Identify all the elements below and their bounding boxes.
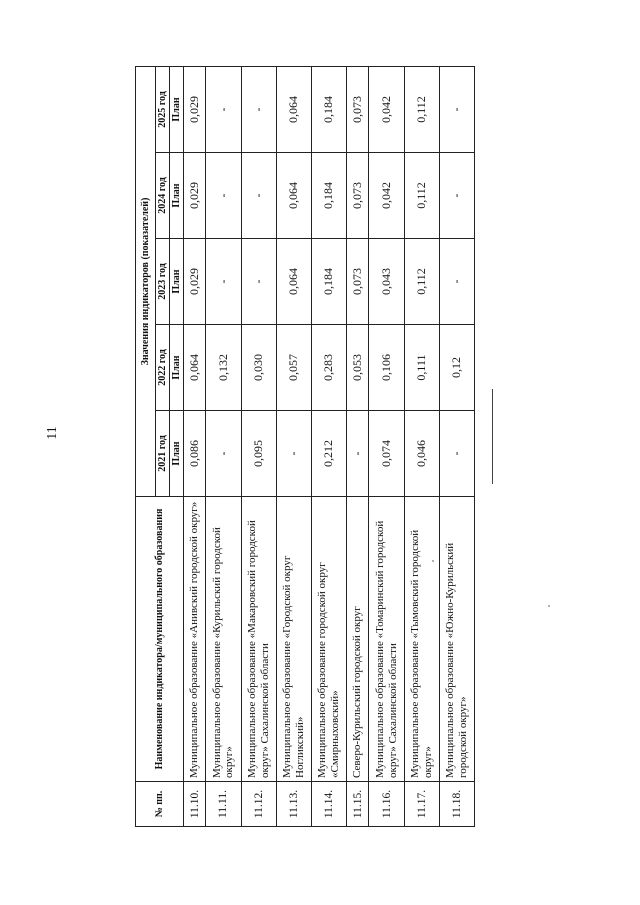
year-header: 2023 год	[156, 239, 170, 325]
table-row	[311, 66, 346, 826]
row-name: Северо-Курильский городской округ	[347, 497, 369, 782]
col-header-number: № пп.	[136, 782, 184, 827]
cell-value: -	[241, 153, 276, 239]
page-number: 11	[45, 426, 60, 440]
row-name: Муниципальное образование «Городской округ Ногликский»	[276, 497, 311, 782]
cell-value: 0,095	[241, 411, 276, 497]
cell-value: -	[439, 239, 474, 325]
cell-value: 0,184	[311, 66, 346, 152]
cell-value: 0,184	[311, 239, 346, 325]
row-name: Муниципальное образование «Томаринский городской округ» Сахалинской области	[369, 497, 404, 782]
row-number: 11.17.	[404, 782, 439, 827]
col-header-group: Значения индикаторов (показателей)	[136, 66, 156, 496]
col-header-name: Наименование индикатора/муниципального образования	[136, 497, 184, 782]
cell-value: 0,042	[369, 153, 404, 239]
year-header: 2024 год	[156, 153, 170, 239]
plan-header: План	[170, 411, 184, 497]
row-number: 11.18.	[439, 782, 474, 827]
year-header: 2021 год	[156, 411, 170, 497]
cell-value: 0,030	[241, 325, 276, 411]
cell-value: 0,132	[206, 325, 241, 411]
cell-value: 0,029	[184, 239, 206, 325]
cell-value: -	[439, 66, 474, 152]
table-row	[241, 66, 276, 826]
cell-value: 0,086	[184, 411, 206, 497]
cell-value: 0,064	[276, 239, 311, 325]
cell-value: 0,073	[347, 66, 369, 152]
cell-value: 0,042	[369, 66, 404, 152]
cell-value: 0,064	[184, 325, 206, 411]
row-name: Муниципальное образование городской округ «Смирныховский»	[311, 497, 346, 782]
cell-value: -	[206, 153, 241, 239]
cell-value: 0,106	[369, 325, 404, 411]
cell-value: -	[439, 153, 474, 239]
cell-value: 0,111	[404, 325, 439, 411]
table-row	[184, 66, 206, 826]
cell-value: -	[241, 66, 276, 152]
cell-value: -	[206, 239, 241, 325]
plan-header: План	[170, 153, 184, 239]
row-number: 11.15.	[347, 782, 369, 827]
scan-speck	[548, 605, 550, 607]
table-row	[347, 66, 369, 826]
table-row	[369, 66, 404, 826]
row-name: Муниципальное образование «Южно-Курильский городской округ»	[439, 497, 474, 782]
cell-value: 0,029	[184, 153, 206, 239]
plan-header: План	[170, 325, 184, 411]
row-name: Муниципальное образование «Тымовский городской округ»	[404, 497, 439, 782]
table-row	[206, 66, 241, 826]
cell-value: 0,212	[311, 411, 346, 497]
cell-value: 0,073	[347, 239, 369, 325]
row-name: Муниципальное образование «Анивский городской округ»	[184, 497, 206, 782]
table-row	[276, 66, 311, 826]
cell-value: 0,029	[184, 66, 206, 152]
year-header: 2022 год	[156, 325, 170, 411]
cell-value: 0,053	[347, 325, 369, 411]
table-row	[439, 66, 474, 826]
cell-value: -	[276, 411, 311, 497]
cell-value: -	[241, 239, 276, 325]
cell-value: 0,283	[311, 325, 346, 411]
row-number: 11.11.	[206, 782, 241, 827]
cell-value: 0,046	[404, 411, 439, 497]
cell-value: -	[206, 66, 241, 152]
cell-value: 0,073	[347, 153, 369, 239]
plan-header: План	[170, 239, 184, 325]
cell-value: 0,184	[311, 153, 346, 239]
row-number: 11.16.	[369, 782, 404, 827]
cell-value: 0,112	[404, 66, 439, 152]
cell-value: 0,12	[439, 325, 474, 411]
indicator-table-wrapper	[135, 67, 475, 827]
cell-value: 0,112	[404, 153, 439, 239]
row-number: 11.14.	[311, 782, 346, 827]
row-name: Муниципальное образование «Курильский городской округ»	[206, 497, 241, 782]
cell-value: 0,043	[369, 239, 404, 325]
plan-header: План	[170, 66, 184, 152]
row-name: Муниципальное образование «Макаровский городской округ» Сахалинской области	[241, 497, 276, 782]
cell-value: 0,064	[276, 153, 311, 239]
cell-value: 0,074	[369, 411, 404, 497]
cell-value: 0,057	[276, 325, 311, 411]
cell-value: -	[206, 411, 241, 497]
row-number: 11.12.	[241, 782, 276, 827]
row-number: 11.10.	[184, 782, 206, 827]
year-header: 2025 год	[156, 66, 170, 152]
row-number: 11.13.	[276, 782, 311, 827]
vertical-rule	[492, 389, 493, 484]
table-row	[404, 66, 439, 826]
cell-value: -	[439, 411, 474, 497]
indicator-table	[135, 66, 475, 827]
cell-value: 0,064	[276, 66, 311, 152]
cell-value: 0,112	[404, 239, 439, 325]
cell-value: -	[347, 411, 369, 497]
